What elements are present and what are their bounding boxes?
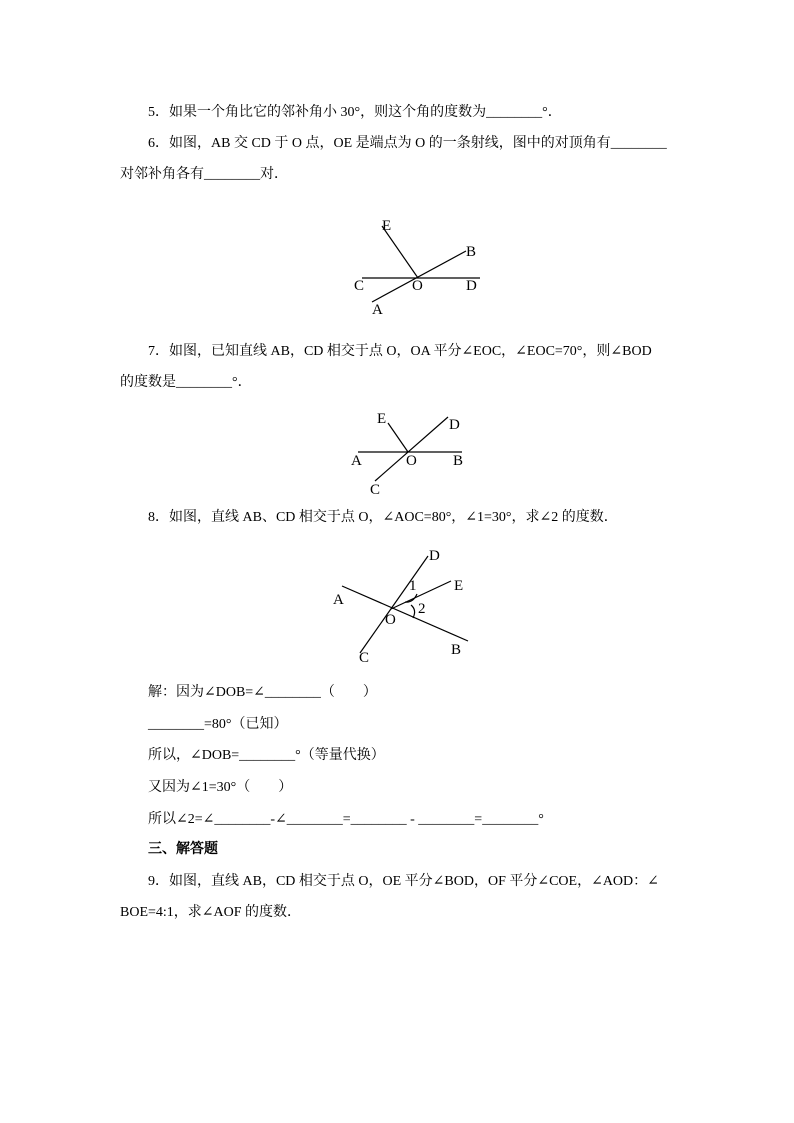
- label-a: A: [333, 592, 344, 608]
- label-angle-1: 1: [409, 578, 417, 594]
- question-5: 5．如果一个角比它的邻补角小 30°，则这个角的度数为________°．: [148, 105, 562, 120]
- label-d: D: [429, 548, 440, 564]
- label-a: A: [351, 453, 362, 469]
- label-angle-2: 2: [418, 601, 426, 617]
- line-ab: [342, 586, 468, 641]
- label-e: E: [377, 411, 387, 427]
- figure-q8: [325, 540, 485, 670]
- label-o: O: [406, 453, 417, 469]
- label-c: C: [359, 650, 370, 666]
- solution-line-2: ________=80°（已知）: [148, 717, 288, 732]
- label-b: B: [451, 642, 462, 658]
- question-9-line2: BOE=4:1，求∠AOF 的度数．: [120, 905, 302, 920]
- question-8: 8．如图，直线 AB、CD 相交于点 O，∠AOC=80°，∠1=30°，求∠2 的度数．: [148, 510, 618, 525]
- label-o: O: [412, 278, 423, 294]
- label-b: B: [466, 244, 477, 260]
- solution-line-4: 又因为∠1=30°（ ）: [148, 780, 293, 795]
- question-7-line2: 的度数是________°．: [120, 375, 252, 390]
- solution-line-5: 所以∠2=∠________-∠________=________ - ________=________°: [148, 812, 544, 827]
- figure-q6: [340, 208, 500, 320]
- angle-1-arc: [405, 594, 417, 602]
- solution-line-1: 解：因为∠DOB=∠________（ ）: [148, 685, 377, 700]
- label-a: A: [372, 302, 383, 318]
- label-d: D: [466, 278, 477, 294]
- question-7-line1: 7．如图，已知直线 AB，CD 相交于点 O，OA 平分∠EOC，∠EOC=70°，则∠BOD: [148, 344, 652, 359]
- label-c: C: [370, 482, 381, 498]
- figure-q7: [345, 403, 475, 499]
- label-d: D: [449, 417, 460, 433]
- question-6-line1: 6．如图，AB 交 CD 于 O 点，OE 是端点为 O 的一条射线，图中的对顶角有________: [148, 136, 667, 151]
- question-6-line2: 对邻补角各有________对．: [120, 167, 288, 182]
- label-e: E: [454, 578, 464, 594]
- label-b: B: [453, 453, 464, 469]
- question-9-line1: 9．如图，直线 AB，CD 相交于点 O，OE 平分∠BOD，OF 平分∠COE，∠AOD：∠: [148, 874, 659, 889]
- section-title: 三、解答题: [148, 842, 218, 857]
- solution-line-3: 所以，∠DOB=________°（等量代换）: [148, 748, 385, 763]
- label-o: O: [385, 612, 396, 628]
- line-ab: [372, 251, 466, 302]
- label-e: E: [382, 218, 392, 234]
- label-c: C: [354, 278, 365, 294]
- ray-oe: [388, 423, 408, 452]
